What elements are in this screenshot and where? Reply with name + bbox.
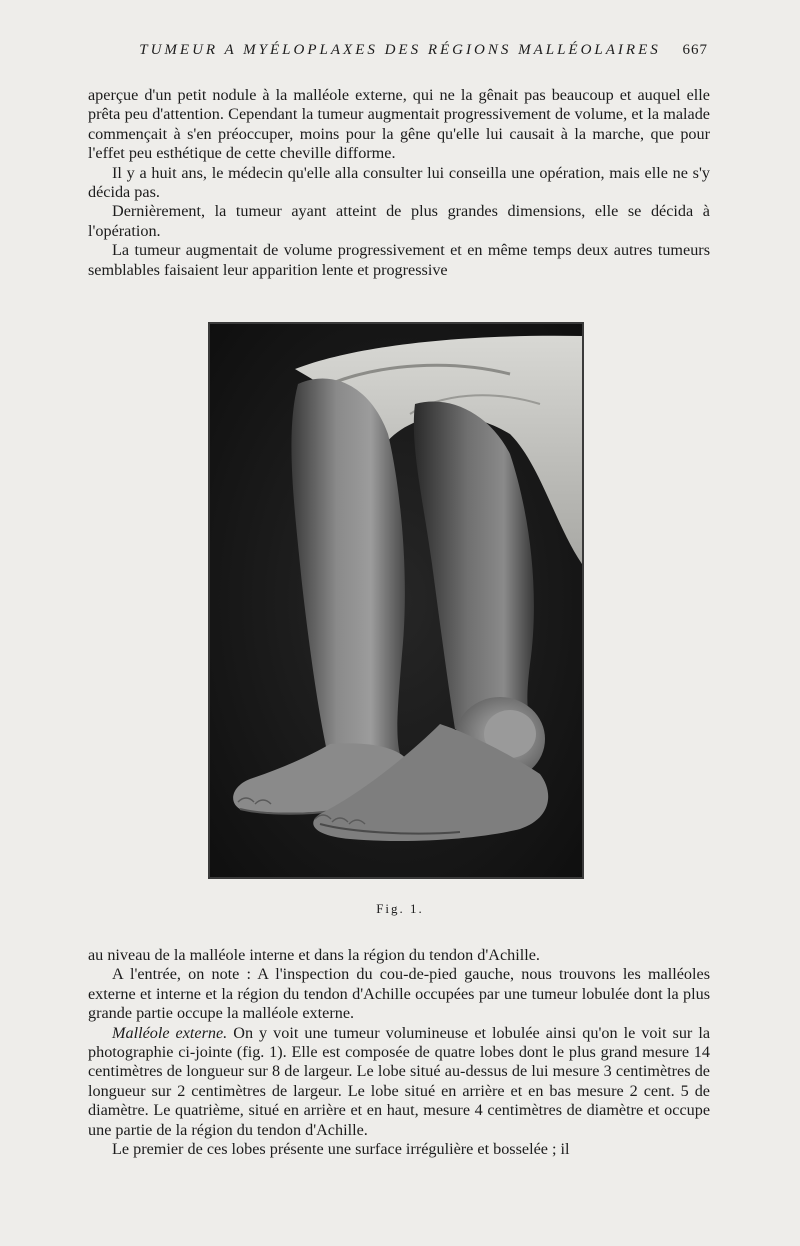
paragraph — [88, 1024, 710, 1140]
paragraph: aperçue d'un petit nodule à la malléole externe, qui ne la gênait pas beaucoup et auquel elle prêta peu d'attention. Cependant la tumeur augmentait progressivement de volume, et la malade commençait à s'en préoccuper, moins pour la gêne qu'elle lui causait à la marche, que pour l'effet peu esthétique de cette cheville difforme. — [88, 86, 710, 163]
paragraph: Dernièrement, la tumeur ayant atteint de plus grandes dimensions, elle se décida à l'opération. — [88, 202, 710, 240]
paragraph-rest: On y voit une tumeur volumineuse et lobulée ainsi qu'on le voit sur la photographie ci-jointe (fig. 1). Elle est composée de quatre lobes dont le plus grand mesure 14 centimètres de longueur sur 8 de largeur. Le lobe situé au-dessus de lui mesure 3 centimètres de longueur sur 2 centimètres de largeur. Le lobe situé en arrière et en bas mesure 2 cent. 5 de diamètre. Le quatrième, situé en arrière et en haut, mesure 4 centimètres de diamètre et occupe une partie de la région du tendon d'Achille. — [88, 1023, 710, 1139]
body-text-top — [88, 86, 710, 280]
body-text-bottom — [88, 946, 710, 1159]
paragraph: A l'entrée, on note : A l'inspection du cou-de-pied gauche, nous trouvons les malléoles externe et interne et la région du tendon d'Achille occupées par une tumeur lobulée dont la plus grande partie occupe la malléole externe. — [88, 965, 710, 1023]
legs-photograph — [210, 324, 582, 877]
paragraph: au niveau de la malléole interne et dans la région du tendon d'Achille. — [88, 946, 540, 964]
paragraph: Il y a huit ans, le médecin qu'elle alla consulter lui conseilla une opération, mais elle ne s'y décida pas. — [88, 163, 710, 202]
figure-photograph — [208, 322, 584, 879]
paragraph: La tumeur augmentait de volume progressivement et en même temps deux autres tumeurs semblables faisaient leur apparition lente et progressive — [88, 241, 710, 279]
figure-caption: Fig. 1. — [376, 901, 424, 916]
paragraph: Le premier de ces lobes présente une surface irrégulière et bosselée ; il — [112, 1140, 570, 1159]
running-title: TUMEUR A MYÉLOPLAXES DES RÉGIONS MALLÉOLAIRES — [139, 42, 661, 58]
paragraph-lead: Malléole externe. — [112, 1023, 228, 1042]
page-number: 667 — [682, 42, 708, 58]
